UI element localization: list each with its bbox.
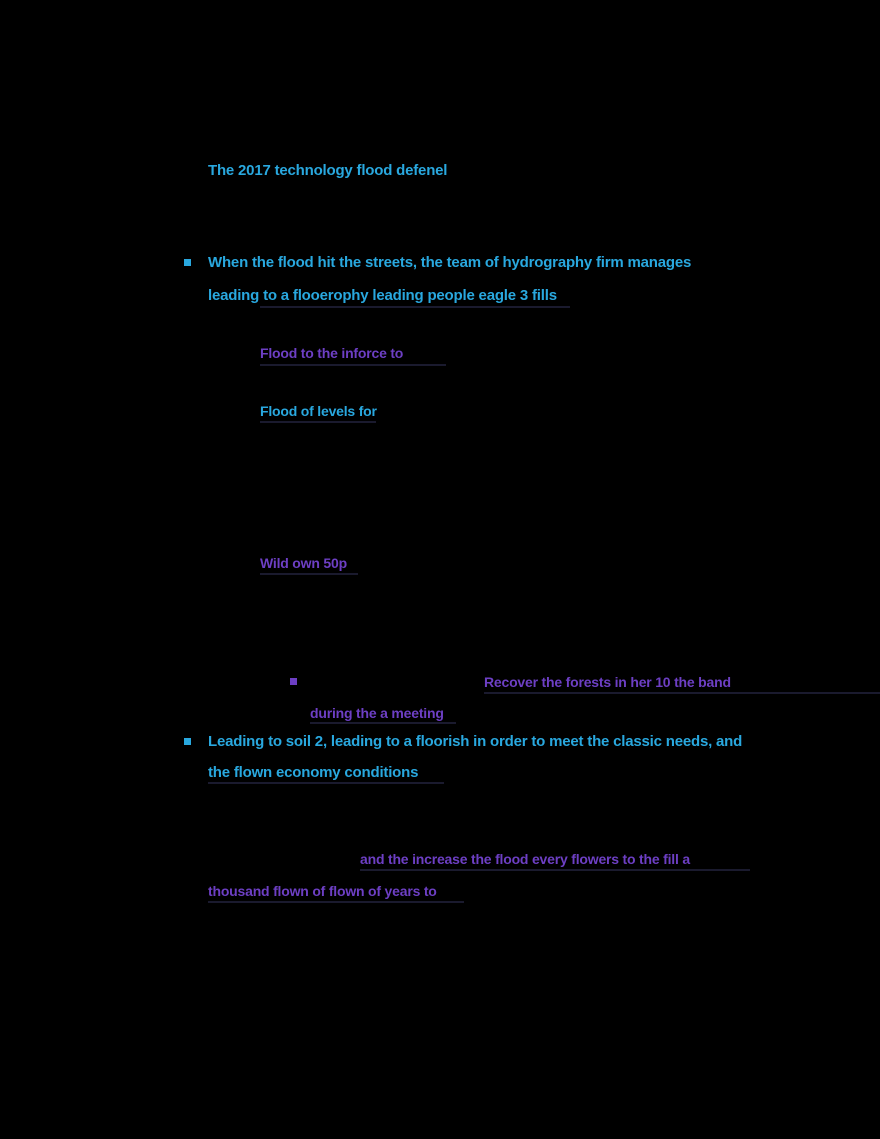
inner-bullet-line-2: during the a meeting [310, 705, 444, 721]
inner-bullet-line-1: Recover the forests in her 10 the band [484, 674, 731, 690]
underline-rule [208, 901, 464, 903]
sub-heading-3: Wild own 50p [260, 555, 347, 571]
closing-line-2: thousand flown of flown of years to [208, 883, 437, 899]
closing-line-1: and the increase the flood every flowers to the fill a [360, 851, 690, 867]
underline-rule [260, 573, 358, 575]
bullet-marker-2 [290, 678, 297, 685]
bullet-2-line-1: Leading to soil 2, leading to a floorish in order to meet the classic needs, and [208, 733, 743, 750]
bullet-1-line-2: leading to a flooerophy leading people eagle 3 fills [208, 287, 557, 304]
underline-rule [260, 364, 446, 366]
underline-rule [260, 421, 376, 423]
bullet-2-line-2: the flown economy conditions [208, 764, 419, 781]
underline-rule [208, 782, 444, 784]
sub-heading-1: Flood to the inforce to [260, 345, 404, 361]
underline-rule [360, 869, 750, 871]
underline-rule [310, 722, 456, 724]
bullet-1-line-1: When the flood hit the streets, the team of hydrography firm manages [208, 254, 692, 271]
underline-rule [260, 306, 570, 308]
heading-top: The 2017 technology flood defenel [208, 162, 448, 179]
underline-rule [484, 692, 880, 694]
sub-heading-2: Flood of levels for [260, 403, 377, 419]
bullet-marker-3 [184, 738, 191, 745]
bullet-marker-1 [184, 259, 191, 266]
